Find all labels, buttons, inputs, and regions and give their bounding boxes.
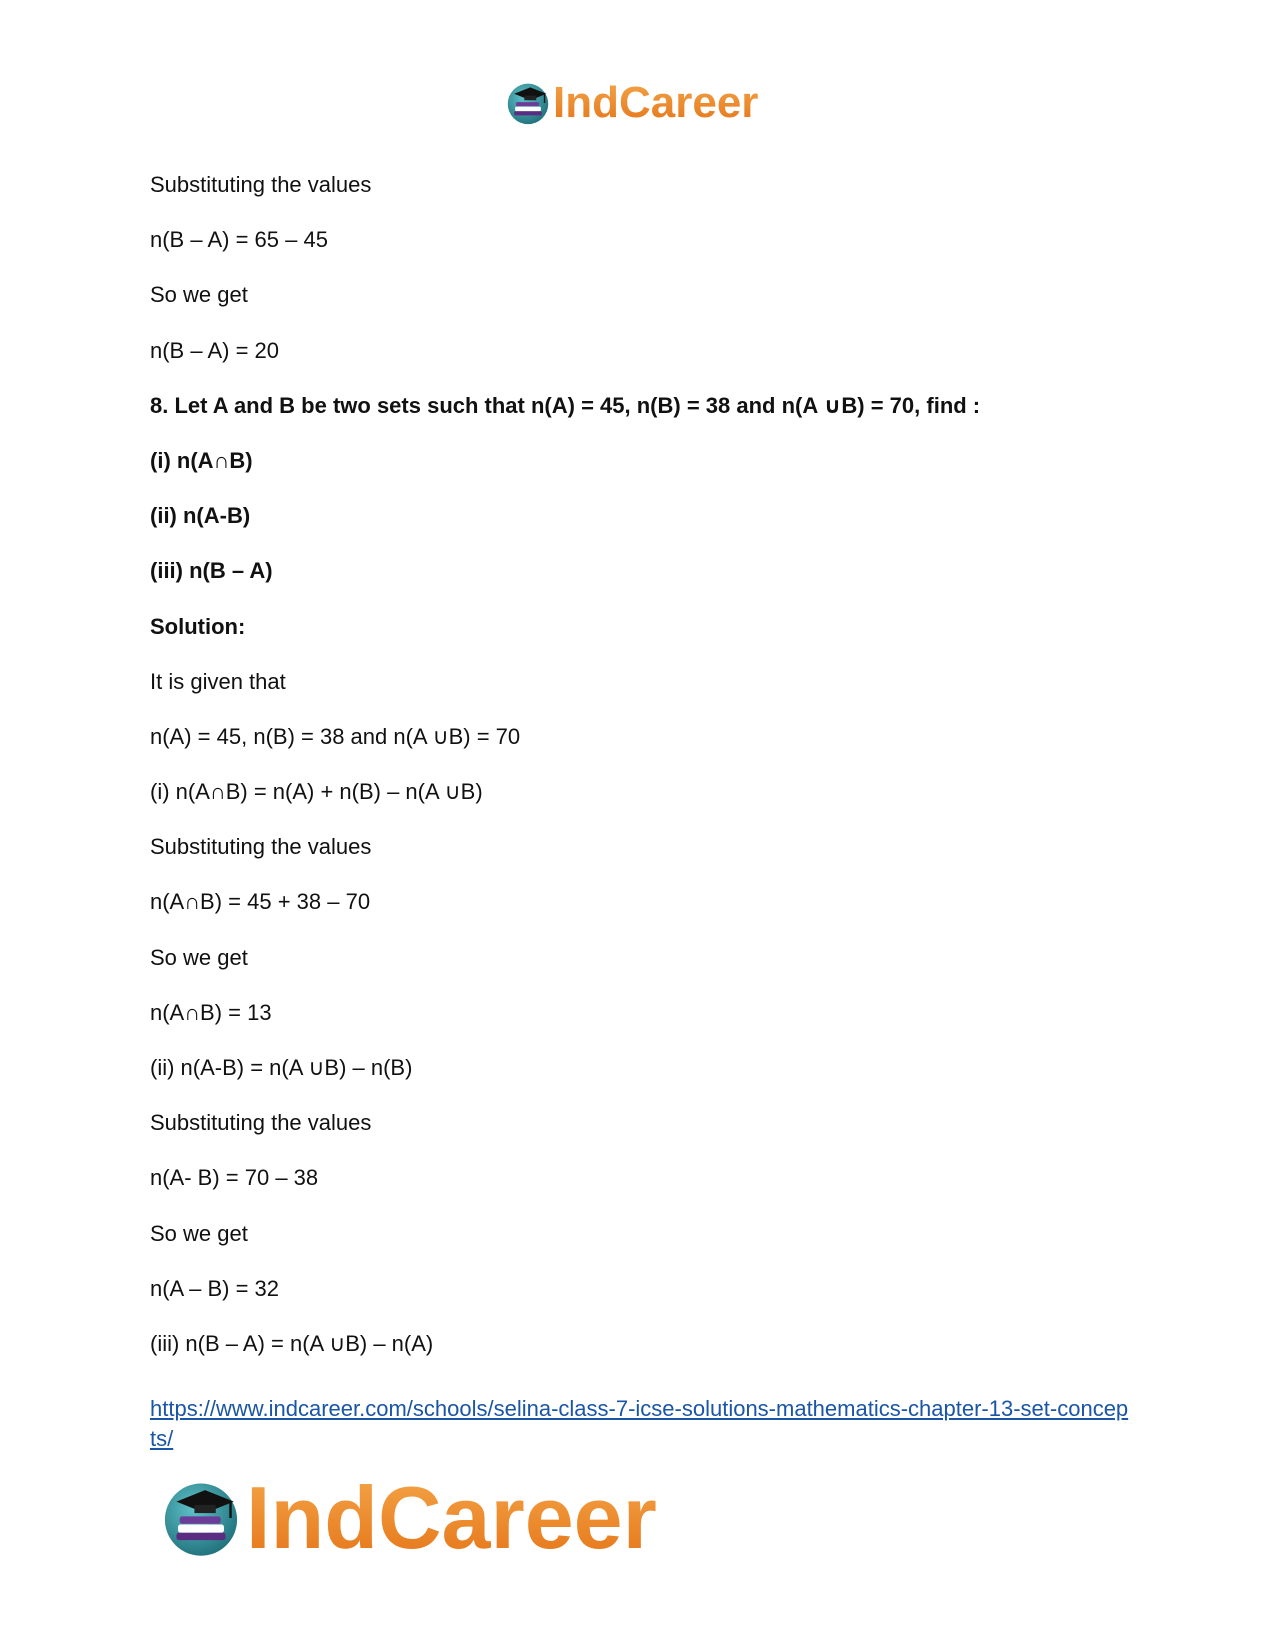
graduation-cap-books-icon	[505, 80, 551, 126]
solution-text-line: n(B – A) = 65 – 45	[150, 227, 328, 253]
solution-text-line: Substituting the values	[150, 834, 372, 860]
solution-text-line: n(A∩B) = 45 + 38 – 70	[150, 889, 371, 915]
question-text-line: (ii) n(A-B)	[150, 503, 251, 529]
header-logo-text: IndCareer	[553, 78, 759, 127]
solution-text-line: n(B – A) = 20	[150, 337, 280, 363]
solution-text-line: So we get	[150, 944, 248, 970]
question-text-line: Solution:	[150, 613, 246, 639]
header-logo	[505, 78, 758, 128]
footer-logo-text: IndCareer	[246, 1468, 657, 1567]
solution-text-line: Substituting the values	[150, 1110, 372, 1136]
solution-text-line: n(A) = 45, n(B) = 38 and n(A ∪B) = 70	[150, 723, 521, 749]
solution-text-line: n(A∩B) = 13	[150, 999, 272, 1025]
document-body	[150, 172, 1130, 1386]
solution-text-line: So we get	[150, 282, 248, 308]
solution-text-line: n(A- B) = 70 – 38	[150, 1165, 319, 1191]
footer-link-block	[150, 1394, 1130, 1454]
solution-text-line: (iii) n(B – A) = n(A ∪B) – n(A)	[150, 1330, 434, 1356]
question-text-line: (iii) n(B – A)	[150, 558, 273, 584]
question-text-line: 8. Let A and B be two sets such that n(A) = 45, n(B) = 38 and n(A ∪B) = 70, find :	[150, 392, 981, 418]
graduation-cap-books-icon	[160, 1477, 242, 1559]
solution-text-line: It is given that	[150, 668, 286, 694]
solution-text-line: (i) n(A∩B) = n(A) + n(B) – n(A ∪B)	[150, 779, 483, 805]
solution-text-line: n(A – B) = 32	[150, 1275, 280, 1301]
source-url-link[interactable]: https://www.indcareer.com/schools/selina-class-7-icse-solutions-mathematics-chapter-13-set-concepts/	[150, 1396, 1129, 1451]
question-text-line: (i) n(A∩B)	[150, 447, 253, 473]
solution-text-line: (ii) n(A-B) = n(A ∪B) – n(B)	[150, 1055, 413, 1080]
solution-text-line: Substituting the values	[150, 172, 372, 197]
solution-text-line: So we get	[150, 1220, 248, 1246]
footer-logo	[160, 1468, 657, 1568]
